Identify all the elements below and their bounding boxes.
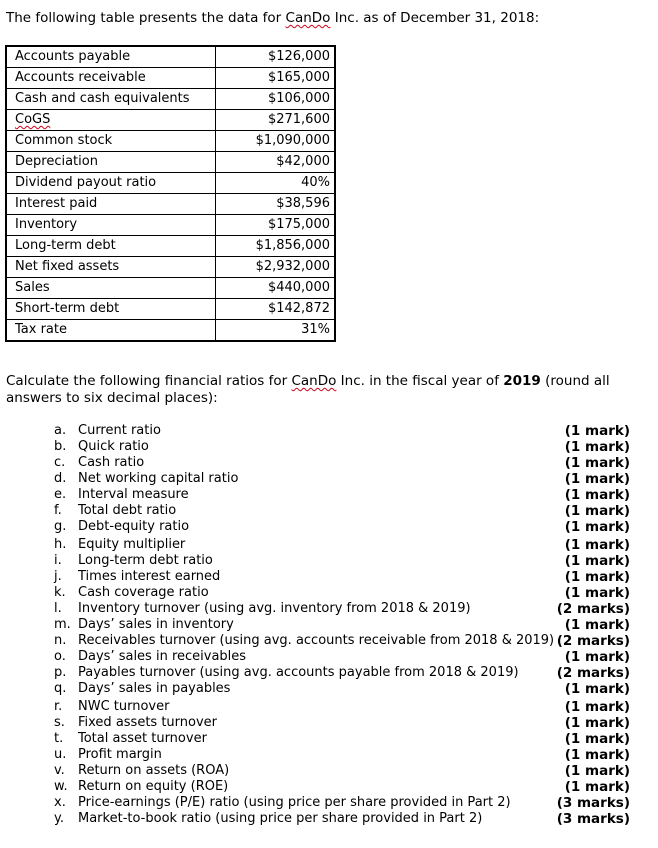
item-marks: (1 mark) xyxy=(564,553,630,569)
list-item xyxy=(54,569,630,585)
list-item xyxy=(54,455,630,471)
item-marks: (1 mark) xyxy=(564,455,630,471)
item-marks: (1 mark) xyxy=(564,503,630,519)
item-marks: (1 mark) xyxy=(564,699,630,715)
table-row xyxy=(6,320,335,342)
row-value: $106,000 xyxy=(216,89,336,110)
item-marks: (2 marks) xyxy=(556,633,630,649)
table-row xyxy=(6,68,335,89)
item-text: Return on assets (ROA) xyxy=(78,763,230,778)
instructions-part2: Inc. in the fiscal year of xyxy=(336,373,504,389)
item-marks: (1 mark) xyxy=(564,519,630,535)
list-item xyxy=(54,585,630,601)
item-text: Current ratio xyxy=(78,423,161,438)
row-label: Cash and cash equivalents xyxy=(6,89,216,110)
item-marks: (1 mark) xyxy=(564,681,630,697)
intro-after: Inc. as of December 31, 2018: xyxy=(330,10,540,26)
row-value: $42,000 xyxy=(216,152,336,173)
item-marks: (1 mark) xyxy=(564,763,630,779)
item-letter: r. xyxy=(54,699,63,714)
intro-text xyxy=(6,10,539,27)
item-text: Cash coverage ratio xyxy=(78,585,209,600)
item-letter: j. xyxy=(54,569,62,584)
item-letter: o. xyxy=(54,649,66,664)
item-marks: (1 mark) xyxy=(564,487,630,503)
list-item xyxy=(54,731,630,747)
item-text: Price-earnings (P/E) ratio (using price per share provided in Part 2) xyxy=(78,795,511,810)
list-item xyxy=(54,487,630,503)
item-letter: y. xyxy=(54,811,64,826)
list-item xyxy=(54,763,630,779)
table-row xyxy=(6,89,335,110)
item-letter: b. xyxy=(54,439,67,454)
item-letter: v. xyxy=(54,763,65,778)
item-marks: (1 mark) xyxy=(564,715,630,731)
item-marks: (1 mark) xyxy=(564,779,630,795)
item-text: Debt-equity ratio xyxy=(78,519,190,534)
item-letter: g. xyxy=(54,519,67,534)
list-item xyxy=(54,795,630,811)
list-item xyxy=(54,553,630,569)
row-value: 31% xyxy=(216,320,336,342)
item-letter: w. xyxy=(54,779,68,794)
table-row xyxy=(6,131,335,152)
list-item xyxy=(54,423,630,439)
list-item xyxy=(54,681,630,697)
row-label: Common stock xyxy=(6,131,216,152)
item-marks: (2 marks) xyxy=(556,665,630,681)
item-marks: (1 mark) xyxy=(564,617,630,633)
row-label: Long-term debt xyxy=(6,236,216,257)
item-text: Market-to-book ratio (using price per share provided in Part 2) xyxy=(78,811,483,826)
row-value: $175,000 xyxy=(216,215,336,236)
ratio-list xyxy=(54,423,630,827)
item-letter: f. xyxy=(54,503,62,518)
fiscal-year: 2019 xyxy=(503,373,541,389)
item-marks: (3 marks) xyxy=(556,795,630,811)
company-name-misspelled: CanDo xyxy=(291,373,337,389)
row-label: Net fixed assets xyxy=(6,257,216,278)
item-text: NWC turnover xyxy=(78,699,170,714)
item-text: Profit margin xyxy=(78,747,162,762)
row-value: $1,856,000 xyxy=(216,236,336,257)
table-row xyxy=(6,257,335,278)
item-marks: (1 mark) xyxy=(564,439,630,455)
item-letter: u. xyxy=(54,747,67,762)
table-row xyxy=(6,299,335,320)
item-text: Days’ sales in inventory xyxy=(78,617,234,632)
item-text: Equity multiplier xyxy=(78,537,186,552)
item-marks: (1 mark) xyxy=(564,731,630,747)
list-item xyxy=(54,601,630,617)
list-item xyxy=(54,519,630,535)
item-letter: t. xyxy=(54,731,64,746)
item-text: Total asset turnover xyxy=(78,731,207,746)
item-text: Fixed assets turnover xyxy=(78,715,218,730)
table-row xyxy=(6,194,335,215)
item-letter: a. xyxy=(54,423,67,438)
row-label: Inventory xyxy=(6,215,216,236)
cogs-misspelled: CoGS xyxy=(15,112,51,127)
list-item xyxy=(54,649,630,665)
item-letter: k. xyxy=(54,585,66,600)
row-value: $2,932,000 xyxy=(216,257,336,278)
row-label: Dividend payout ratio xyxy=(6,173,216,194)
row-value: $142,872 xyxy=(216,299,336,320)
item-letter: p. xyxy=(54,665,67,680)
item-text: Interval measure xyxy=(78,487,189,502)
list-item xyxy=(54,715,630,731)
instructions-part1: Calculate the following financial ratios for xyxy=(6,373,292,389)
table-row xyxy=(6,46,335,68)
row-value: $165,000 xyxy=(216,68,336,89)
item-marks: (1 mark) xyxy=(564,585,630,601)
list-item xyxy=(54,747,630,763)
list-item xyxy=(54,471,630,487)
row-label: Tax rate xyxy=(6,320,216,342)
item-letter: c. xyxy=(54,455,66,470)
item-marks: (1 mark) xyxy=(564,537,630,553)
row-label: Interest paid xyxy=(6,194,216,215)
financial-data-table xyxy=(5,45,336,342)
row-value: $1,090,000 xyxy=(216,131,336,152)
row-label: Accounts receivable xyxy=(6,68,216,89)
item-marks: (3 marks) xyxy=(556,811,630,827)
item-text: Payables turnover (using avg. accounts payable from 2018 & 2019) xyxy=(78,665,519,680)
row-label: Accounts payable xyxy=(6,46,216,68)
item-marks: (1 mark) xyxy=(564,471,630,487)
intro-before: The following table presents the data for xyxy=(6,10,286,26)
table-row xyxy=(6,278,335,299)
item-text: Inventory turnover (using avg. inventory from 2018 & 2019) xyxy=(78,601,471,616)
item-text: Total debt ratio xyxy=(78,503,177,518)
item-letter: e. xyxy=(54,487,67,502)
item-text: Cash ratio xyxy=(78,455,145,470)
row-label: Short-term debt xyxy=(6,299,216,320)
item-letter: i. xyxy=(54,553,62,568)
row-value: $38,596 xyxy=(216,194,336,215)
item-text: Quick ratio xyxy=(78,439,149,454)
company-name-misspelled: CanDo xyxy=(285,10,331,26)
table-row xyxy=(6,173,335,194)
list-item xyxy=(54,779,630,795)
row-label: Sales xyxy=(6,278,216,299)
item-letter: l. xyxy=(54,601,62,616)
item-marks: (2 marks) xyxy=(556,601,630,617)
list-item xyxy=(54,699,630,715)
item-text: Days’ sales in payables xyxy=(78,681,231,696)
list-item xyxy=(54,617,630,633)
item-marks: (1 mark) xyxy=(564,423,630,439)
row-value: 40% xyxy=(216,173,336,194)
list-item xyxy=(54,439,630,455)
item-text: Long-term debt ratio xyxy=(78,553,213,568)
item-text: Return on equity (ROE) xyxy=(78,779,229,794)
list-item xyxy=(54,503,630,519)
item-letter: x. xyxy=(54,795,66,810)
row-value: $271,600 xyxy=(216,110,336,131)
list-item xyxy=(54,665,630,681)
item-letter: q. xyxy=(54,681,67,696)
table-row xyxy=(6,110,335,131)
item-letter: m. xyxy=(54,617,71,632)
item-text: Times interest earned xyxy=(78,569,221,584)
item-text: Days’ sales in receivables xyxy=(78,649,247,664)
item-letter: d. xyxy=(54,471,67,486)
table-row xyxy=(6,215,335,236)
instructions-part3: (round all answers to six decimal places): xyxy=(6,373,610,406)
list-item xyxy=(54,811,630,827)
list-item xyxy=(54,537,630,553)
table-row xyxy=(6,152,335,173)
item-marks: (1 mark) xyxy=(564,747,630,763)
row-label: Depreciation xyxy=(6,152,216,173)
instructions-text xyxy=(6,373,646,407)
item-letter: s. xyxy=(54,715,65,730)
list-item xyxy=(54,633,630,649)
row-value: $440,000 xyxy=(216,278,336,299)
item-marks: (1 mark) xyxy=(564,569,630,585)
table-row xyxy=(6,236,335,257)
item-text: Net working capital ratio xyxy=(78,471,239,486)
item-text: Receivables turnover (using avg. accounts receivable from 2018 & 2019) xyxy=(78,633,555,648)
item-marks: (1 mark) xyxy=(564,649,630,665)
item-letter: n. xyxy=(54,633,67,648)
row-value: $126,000 xyxy=(216,46,336,68)
item-letter: h. xyxy=(54,537,67,552)
row-label xyxy=(6,110,216,131)
